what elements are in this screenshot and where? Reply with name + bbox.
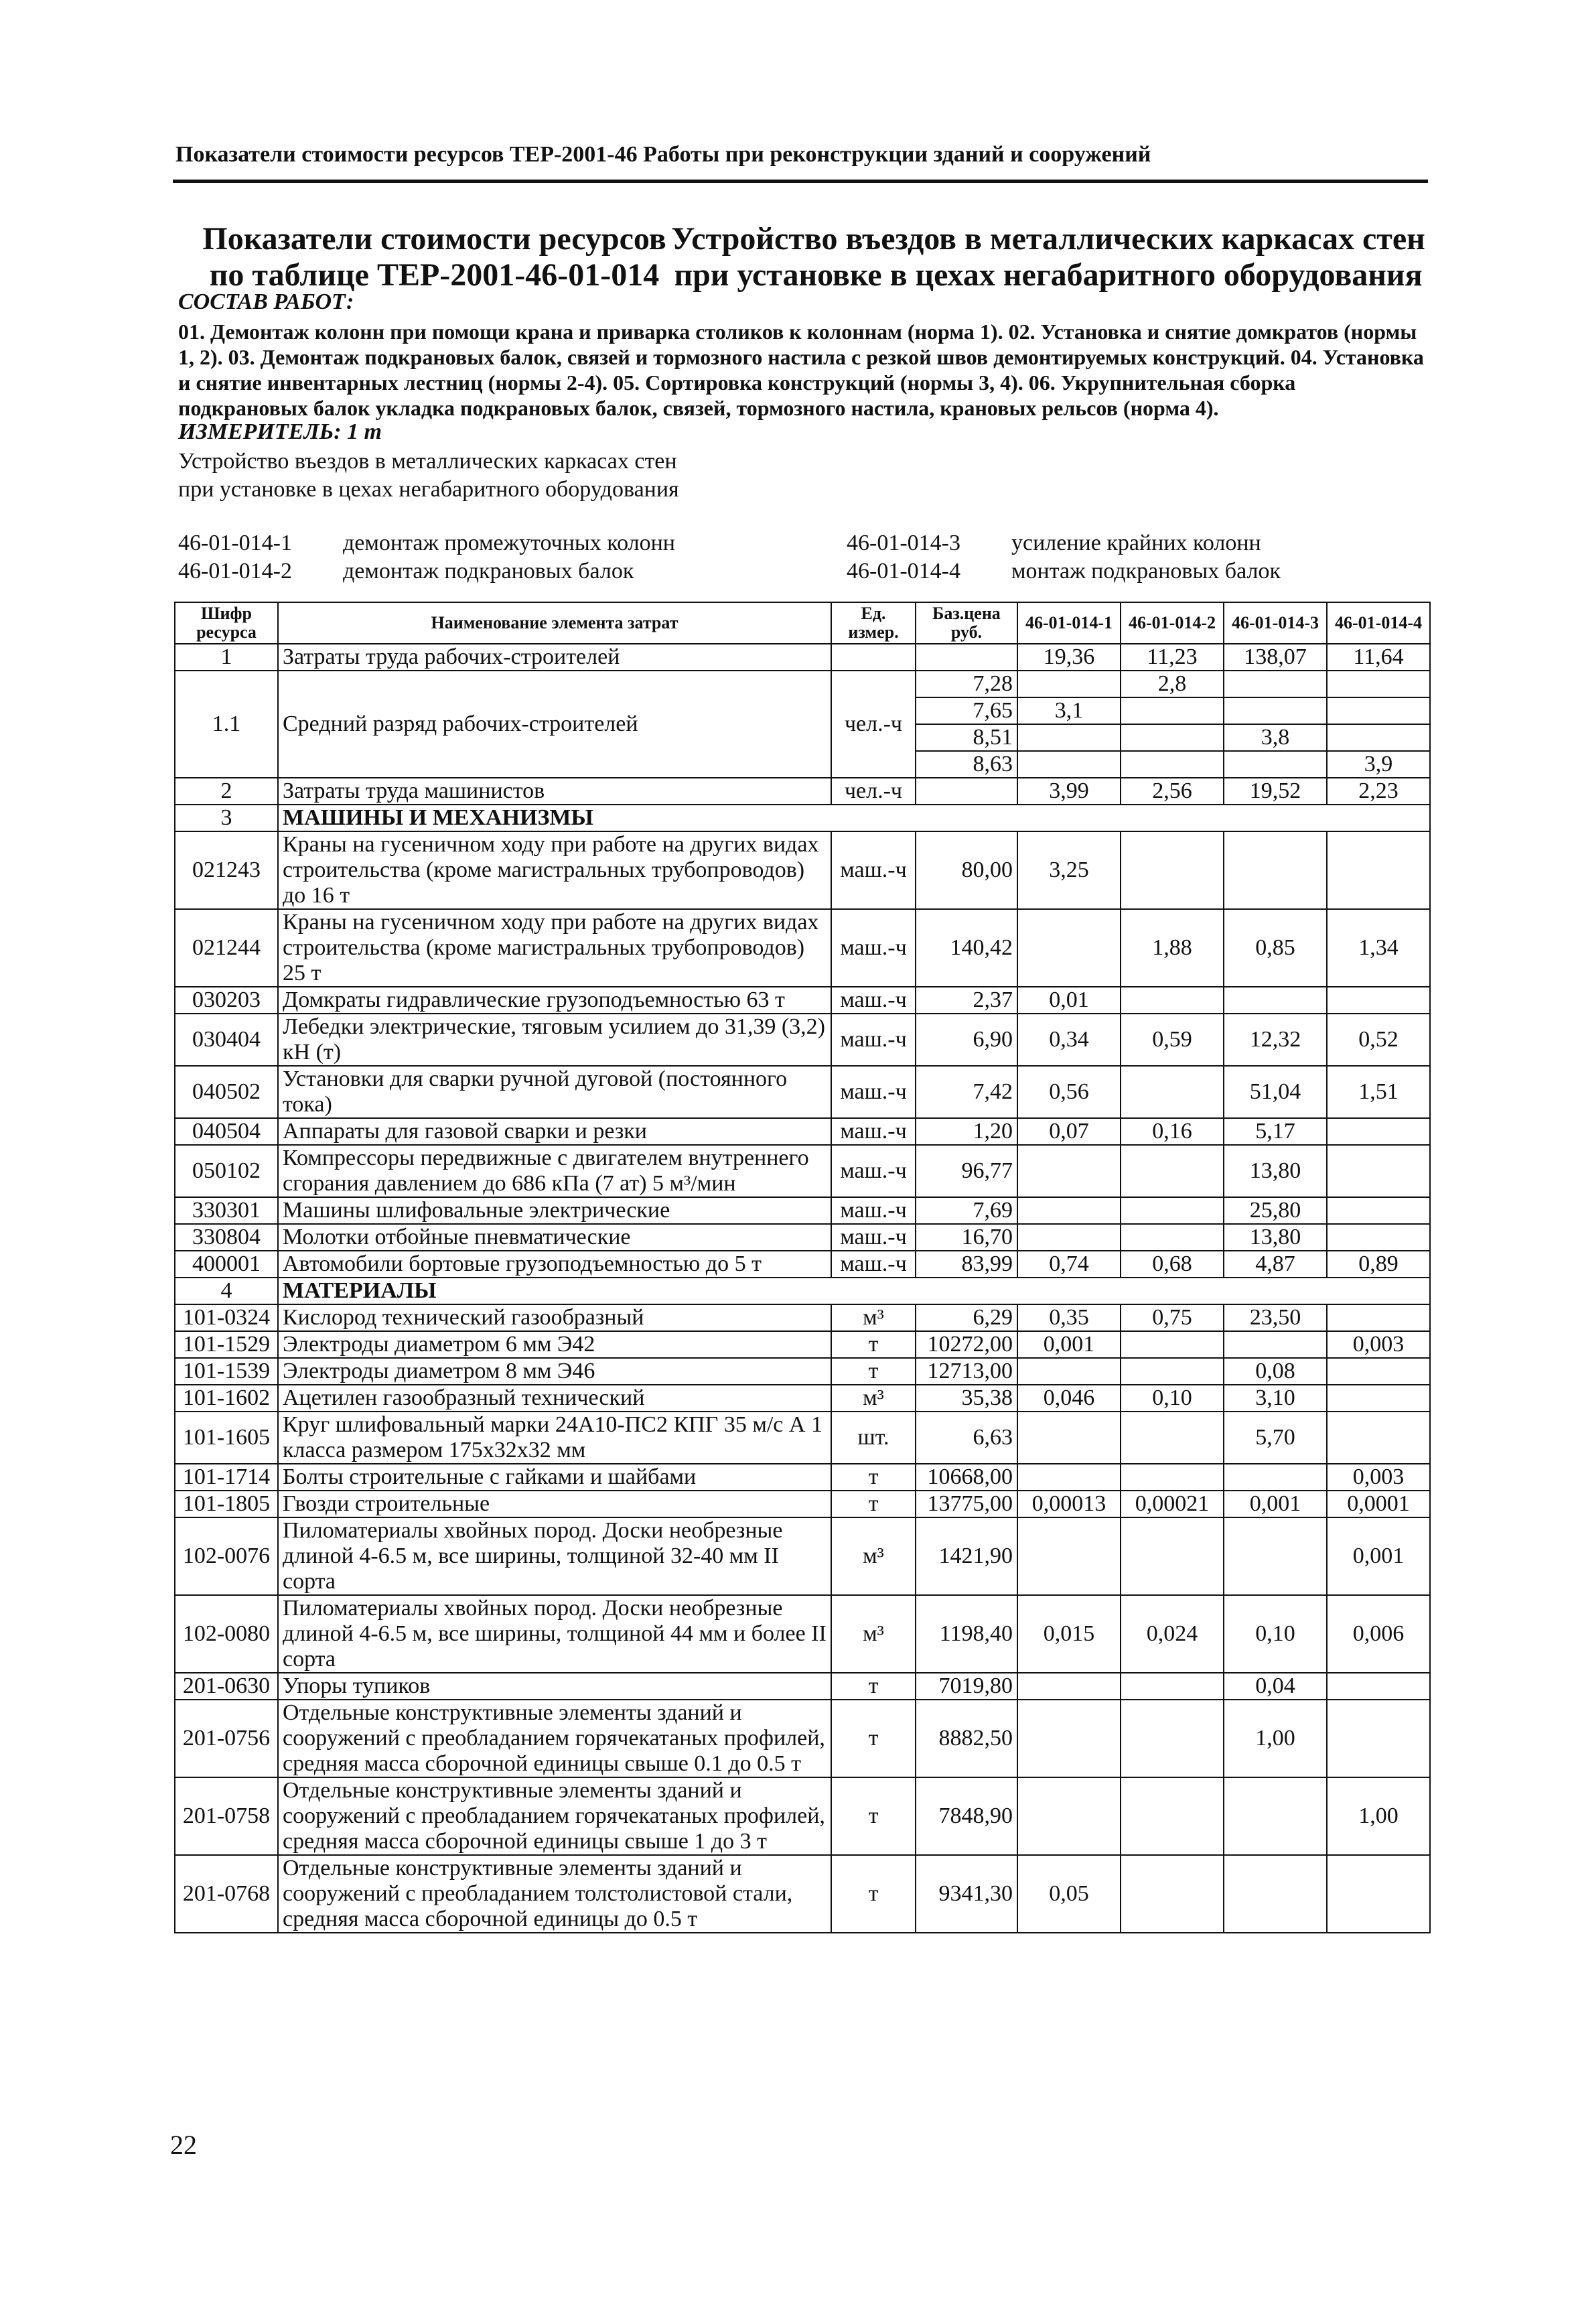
norm-1-cell: [1017, 909, 1121, 987]
price-cell: 7,28: [916, 671, 1017, 697]
norm-3-cell: 25,80: [1224, 1197, 1327, 1224]
table-row: [175, 1197, 1430, 1224]
norm-3-cell: [1224, 671, 1327, 697]
resource-code: 050102: [175, 1145, 278, 1197]
norm-3-cell: [1224, 987, 1327, 1014]
col-header-norm-1: 46-01-014-1: [1017, 602, 1121, 644]
norm-3-cell: 0,10: [1224, 1595, 1327, 1673]
norm-3-cell: [1224, 1517, 1327, 1595]
meter-value: 1 т: [347, 419, 382, 444]
norm-2-cell: [1121, 1331, 1224, 1358]
col-header-norm-2: 46-01-014-2: [1121, 602, 1224, 644]
table-row: [175, 1517, 1430, 1595]
norm-3-cell: 51,04: [1224, 1066, 1327, 1118]
resource-code: 101-1714: [175, 1464, 278, 1491]
norm-2-cell: 0,59: [1121, 1014, 1224, 1066]
norm-1-cell: [1017, 724, 1121, 751]
table-row: [175, 1491, 1430, 1517]
price-cell: 35,38: [916, 1385, 1017, 1412]
table-title: Показатели стоимости ресурсов по таблице ТЕР-2001-46-01-014: [202, 221, 666, 293]
norm-1-cell: [1017, 671, 1121, 697]
resource-code: 3: [175, 805, 278, 831]
norm-1-cell: 19,36: [1017, 644, 1121, 671]
price-cell: 1198,40: [916, 1595, 1017, 1673]
table-row: [175, 1331, 1430, 1358]
norm-3-cell: [1224, 1464, 1327, 1491]
resource-code: 030404: [175, 1014, 278, 1066]
price-cell: 12713,00: [916, 1358, 1017, 1385]
table-row: [175, 644, 1430, 671]
norm-4-cell: [1327, 831, 1430, 909]
code-item: 46-01-014-3: [847, 531, 960, 555]
norm-3-cell: [1224, 1777, 1327, 1855]
norm-3-cell: 4,87: [1224, 1251, 1327, 1278]
table-header-row: [175, 602, 1430, 644]
resource-name: Пиломатериалы хвойных пород. Доски необрезные длиной 4-6.5 м, все ширины, толщиной 44 мм и более II сорта: [278, 1595, 831, 1673]
norm-1-cell: 0,046: [1017, 1385, 1121, 1412]
norm-3-cell: [1224, 1331, 1327, 1358]
norm-3-cell: [1224, 697, 1327, 724]
code-desc: демонтаж подкрановых балок: [343, 559, 634, 584]
norm-4-cell: [1327, 1197, 1430, 1224]
norm-4-cell: 11,64: [1327, 644, 1430, 671]
table-row: [175, 1145, 1430, 1197]
norm-3-cell: 13,80: [1224, 1224, 1327, 1251]
norm-1-cell: [1017, 1412, 1121, 1464]
section-title: МАШИНЫ И МЕХАНИЗМЫ: [278, 805, 1430, 831]
resource-name: Кислород технический газообразный: [278, 1304, 831, 1331]
norm-1-cell: 3,1: [1017, 697, 1121, 724]
resource-name: Электроды диаметром 8 мм Э46: [278, 1358, 831, 1385]
norm-4-cell: [1327, 697, 1430, 724]
norm-4-cell: 0,001: [1327, 1517, 1430, 1595]
norm-2-cell: [1121, 1066, 1224, 1118]
header-rule: [173, 180, 1428, 183]
table-row: [175, 831, 1430, 909]
unit-cell: м³: [831, 1385, 916, 1412]
norm-2-cell: [1121, 1517, 1224, 1595]
resource-code: 021244: [175, 909, 278, 987]
unit-cell: т: [831, 1777, 916, 1855]
code-item: 46-01-014-2: [178, 559, 292, 584]
norm-3-cell: 0,85: [1224, 909, 1327, 987]
table-row: [175, 1118, 1430, 1145]
table-row: [175, 1700, 1430, 1777]
unit-cell: т: [831, 1464, 916, 1491]
unit-cell: маш.-ч: [831, 987, 916, 1014]
norm-2-cell: [1121, 1412, 1224, 1464]
norm-4-cell: 0,52: [1327, 1014, 1430, 1066]
resource-name: Круг шлифовальный марки 24А10-ПС2 КПГ 35 м/с А 1 класса размером 175х32х32 мм: [278, 1412, 831, 1464]
price-cell: 80,00: [916, 831, 1017, 909]
norm-2-cell: 2,56: [1121, 778, 1224, 805]
work-composition-label: СОСТАВ РАБОТ:: [178, 289, 354, 314]
resource-name: Отдельные конструктивные элементы зданий и сооружений с преобладанием горячекатаных профилей, средняя масса сборочной единицы свыше 0.1 до 0.5 т: [278, 1700, 831, 1777]
grade-row: [175, 671, 1430, 697]
norm-1-cell: [1017, 1145, 1121, 1197]
norm-4-cell: [1327, 671, 1430, 697]
norm-4-cell: 1,51: [1327, 1066, 1430, 1118]
table-row: [175, 1777, 1430, 1855]
norm-1-cell: 0,07: [1017, 1118, 1121, 1145]
norm-3-cell: 23,50: [1224, 1304, 1327, 1331]
code-desc: демонтаж промежуточных колонн: [343, 531, 675, 555]
unit-cell: маш.-ч: [831, 1066, 916, 1118]
resource-code: 4: [175, 1278, 278, 1304]
unit-cell: м³: [831, 1304, 916, 1331]
price-cell: 2,37: [916, 987, 1017, 1014]
resource-name: Машины шлифовальные электрические: [278, 1197, 831, 1224]
resource-name: Молотки отбойные пневматические: [278, 1224, 831, 1251]
resource-name: Средний разряд рабочих-строителей: [278, 671, 831, 778]
unit-cell: т: [831, 1491, 916, 1517]
norm-4-cell: [1327, 1224, 1430, 1251]
unit-cell: [831, 644, 916, 671]
norm-1-cell: 3,99: [1017, 778, 1121, 805]
norm-3-cell: 5,70: [1224, 1412, 1327, 1464]
table-row: [175, 1014, 1430, 1066]
resource-name: Электроды диаметром 6 мм Э42: [278, 1331, 831, 1358]
norm-2-cell: 0,10: [1121, 1385, 1224, 1412]
table-row: [175, 909, 1430, 987]
resource-name: Упоры тупиков: [278, 1673, 831, 1700]
resource-name: Отдельные конструктивные элементы зданий и сооружений с преобладанием толстолистовой стали, средняя масса сборочной единицы до 0.5 т: [278, 1855, 831, 1933]
price-cell: 6,63: [916, 1412, 1017, 1464]
price-cell: 10668,00: [916, 1464, 1017, 1491]
norm-2-cell: [1121, 1197, 1224, 1224]
col-header-price: Баз.цена руб.: [916, 602, 1017, 644]
code-desc: монтаж подкрановых балок: [1011, 559, 1281, 584]
resource-name: Затраты труда рабочих-строителей: [278, 644, 831, 671]
work-title: Устройство въездов в металлических каркасах стен при установке в цехах негабаритного оборудования: [671, 221, 1425, 293]
norm-2-cell: [1121, 1358, 1224, 1385]
norm-4-cell: [1327, 1700, 1430, 1777]
table-row: [175, 1412, 1430, 1464]
norm-1-cell: 0,34: [1017, 1014, 1121, 1066]
code-item: 46-01-014-4: [847, 559, 960, 584]
norm-4-cell: 1,00: [1327, 1777, 1430, 1855]
norm-4-cell: 3,9: [1327, 751, 1430, 778]
norm-3-cell: [1224, 751, 1327, 778]
unit-cell: т: [831, 1358, 916, 1385]
norm-1-cell: 3,25: [1017, 831, 1121, 909]
norm-3-cell: 138,07: [1224, 644, 1327, 671]
norm-4-cell: [1327, 1385, 1430, 1412]
resource-code: 102-0080: [175, 1595, 278, 1673]
price-cell: 7019,80: [916, 1673, 1017, 1700]
price-cell: 1421,90: [916, 1517, 1017, 1595]
price-cell: 7848,90: [916, 1777, 1017, 1855]
page-number: 22: [170, 2130, 197, 2160]
col-header-norm-4: 46-01-014-4: [1327, 602, 1430, 644]
resource-code: 330301: [175, 1197, 278, 1224]
norm-4-cell: 0,89: [1327, 1251, 1430, 1278]
price-cell: 140,42: [916, 909, 1017, 987]
resource-code: 400001: [175, 1251, 278, 1278]
norm-4-cell: 0,0001: [1327, 1491, 1430, 1517]
norm-1-cell: [1017, 1224, 1121, 1251]
resource-name: Болты строительные с гайками и шайбами: [278, 1464, 831, 1491]
norm-4-cell: [1327, 724, 1430, 751]
norm-3-cell: 3,10: [1224, 1385, 1327, 1412]
norm-1-cell: 0,05: [1017, 1855, 1121, 1933]
unit-cell: м³: [831, 1517, 916, 1595]
unit-cell: м³: [831, 1595, 916, 1673]
norm-3-cell: 0,08: [1224, 1358, 1327, 1385]
norm-4-cell: 0,003: [1327, 1464, 1430, 1491]
resource-code: 030203: [175, 987, 278, 1014]
resource-name: Аппараты для газовой сварки и резки: [278, 1118, 831, 1145]
code-desc: усиление крайних колонн: [1011, 531, 1261, 555]
price-cell: 8882,50: [916, 1700, 1017, 1777]
unit-cell: маш.-ч: [831, 1145, 916, 1197]
resource-name: Ацетилен газообразный технический: [278, 1385, 831, 1412]
norm-2-cell: [1121, 1777, 1224, 1855]
table-row: [175, 1224, 1430, 1251]
norm-4-cell: [1327, 1412, 1430, 1464]
resource-code: 1.1: [175, 671, 278, 778]
resource-code: 201-0630: [175, 1673, 278, 1700]
norm-4-cell: [1327, 1673, 1430, 1700]
resource-name: Краны на гусеничном ходу при работе на других видах строительства (кроме магистральных трубопроводов) до 16 т: [278, 831, 831, 909]
price-cell: 1,20: [916, 1118, 1017, 1145]
unit-cell: чел.-ч: [831, 778, 916, 805]
norm-1-cell: [1017, 1777, 1121, 1855]
col-header-name: Наименование элемента затрат: [278, 602, 831, 644]
table-row: [175, 778, 1430, 805]
norm-1-cell: 0,56: [1017, 1066, 1121, 1118]
norm-4-cell: 0,003: [1327, 1331, 1430, 1358]
resource-name: Установки для сварки ручной дуговой (постоянного тока): [278, 1066, 831, 1118]
norm-2-cell: [1121, 1145, 1224, 1197]
norm-3-cell: 19,52: [1224, 778, 1327, 805]
table-row: [175, 1855, 1430, 1933]
norm-1-cell: 0,01: [1017, 987, 1121, 1014]
norm-4-cell: 2,23: [1327, 778, 1430, 805]
unit-cell: маш.-ч: [831, 831, 916, 909]
section-title: МАТЕРИАЛЫ: [278, 1278, 1430, 1304]
norm-3-cell: 13,80: [1224, 1145, 1327, 1197]
work-composition-text: 01. Демонтаж колонн при помощи крана и приварка столиков к колоннам (норма 1). 02. Установка и снятие домкратов (нормы 1, 2). 03. Демонтаж подкрановых балок, связей и тормозного настила с резкой швов демонтируемых конструкций. 04. Установка и снятие инвентарных лестниц (нормы 2-4). 05. Сортировка конструкций (нормы 3, 4). 06. Укрупнительная сборка подкрановых балок укладка подкрановых балок, связей, тормозного настила, крановых рельсов (норма 4).: [178, 320, 1424, 420]
section-row: [175, 805, 1430, 831]
norm-2-cell: 2,8: [1121, 671, 1224, 697]
price-cell: 8,63: [916, 751, 1017, 778]
norm-3-cell: [1224, 831, 1327, 909]
price-cell: 7,65: [916, 697, 1017, 724]
norm-2-cell: 0,75: [1121, 1304, 1224, 1331]
running-header: Показатели стоимости ресурсов ТЕР-2001-46 Работы при реконструкции зданий и сооружений: [175, 142, 1151, 167]
unit-cell: т: [831, 1673, 916, 1700]
subsection-description: Устройство въездов в металлических каркасах стен при установке в цехах негабаритного оборудования: [178, 449, 679, 502]
norm-2-cell: 0,00021: [1121, 1491, 1224, 1517]
table-row: [175, 1673, 1430, 1700]
unit-cell: маш.-ч: [831, 1197, 916, 1224]
norm-1-cell: [1017, 1673, 1121, 1700]
unit-cell: т: [831, 1855, 916, 1933]
norm-2-cell: [1121, 987, 1224, 1014]
norm-1-cell: [1017, 751, 1121, 778]
unit-cell: маш.-ч: [831, 1014, 916, 1066]
norm-1-cell: [1017, 1517, 1121, 1595]
code-item: 46-01-014-1: [178, 531, 292, 555]
norm-4-cell: [1327, 987, 1430, 1014]
table-row: [175, 1066, 1430, 1118]
price-cell: 8,51: [916, 724, 1017, 751]
table-row: [175, 1595, 1430, 1673]
price-cell: 6,90: [916, 1014, 1017, 1066]
unit-cell: чел.-ч: [831, 671, 916, 778]
norm-1-cell: [1017, 1358, 1121, 1385]
norm-2-cell: [1121, 1224, 1224, 1251]
table-row: [175, 1304, 1430, 1331]
price-cell: [916, 778, 1017, 805]
unit-cell: т: [831, 1700, 916, 1777]
resource-code: 201-0756: [175, 1700, 278, 1777]
norm-2-cell: 1,88: [1121, 909, 1224, 987]
norm-2-cell: [1121, 724, 1224, 751]
price-cell: 6,29: [916, 1304, 1017, 1331]
norm-1-cell: 0,00013: [1017, 1491, 1121, 1517]
price-cell: [916, 644, 1017, 671]
table-row: [175, 1464, 1430, 1491]
resource-code: 040502: [175, 1066, 278, 1118]
table-row: [175, 1358, 1430, 1385]
unit-cell: маш.-ч: [831, 1251, 916, 1278]
price-cell: 16,70: [916, 1224, 1017, 1251]
unit-cell: шт.: [831, 1412, 916, 1464]
norm-3-cell: 0,04: [1224, 1673, 1327, 1700]
resource-code: 2: [175, 778, 278, 805]
resource-name: Компрессоры передвижные с двигателем внутреннего сгорания давлением до 686 кПа (7 ат) 5 м³/мин: [278, 1145, 831, 1197]
resource-code: 201-0768: [175, 1855, 278, 1933]
norm-3-cell: 0,001: [1224, 1491, 1327, 1517]
norm-4-cell: [1327, 1118, 1430, 1145]
norm-3-cell: 1,00: [1224, 1700, 1327, 1777]
price-cell: 7,42: [916, 1066, 1017, 1118]
resource-code: 101-1539: [175, 1358, 278, 1385]
resource-code: 101-0324: [175, 1304, 278, 1331]
resource-name: Пиломатериалы хвойных пород. Доски необрезные длиной 4-6.5 м, все ширины, толщиной 32-40 мм II сорта: [278, 1517, 831, 1595]
resource-table: [174, 602, 1431, 1933]
norm-3-cell: 5,17: [1224, 1118, 1327, 1145]
norm-1-cell: 0,74: [1017, 1251, 1121, 1278]
norm-1-cell: 0,015: [1017, 1595, 1121, 1673]
resource-code: 101-1602: [175, 1385, 278, 1412]
unit-cell: т: [831, 1331, 916, 1358]
col-header-unit: Ед. измер.: [831, 602, 916, 644]
norm-2-cell: [1121, 1464, 1224, 1491]
resource-name: Гвозди строительные: [278, 1491, 831, 1517]
norm-2-cell: 11,23: [1121, 644, 1224, 671]
resource-code: 040504: [175, 1118, 278, 1145]
resource-name: Отдельные конструктивные элементы зданий и сооружений с преобладанием горячекатаных профилей, средняя масса сборочной единицы свыше 1 до 3 т: [278, 1777, 831, 1855]
norm-1-cell: [1017, 1464, 1121, 1491]
resource-name: Домкраты гидравлические грузоподъемностью 63 т: [278, 987, 831, 1014]
norm-4-cell: [1327, 1304, 1430, 1331]
table-row: [175, 987, 1430, 1014]
norm-2-cell: [1121, 751, 1224, 778]
norm-2-cell: [1121, 697, 1224, 724]
norm-1-cell: [1017, 1700, 1121, 1777]
norm-2-cell: [1121, 1700, 1224, 1777]
section-row: [175, 1278, 1430, 1304]
norm-1-cell: 0,35: [1017, 1304, 1121, 1331]
price-cell: 13775,00: [916, 1491, 1017, 1517]
resource-code: 101-1805: [175, 1491, 278, 1517]
norm-2-cell: 0,16: [1121, 1118, 1224, 1145]
price-cell: 9341,30: [916, 1855, 1017, 1933]
price-cell: 96,77: [916, 1145, 1017, 1197]
meter-line: [178, 419, 382, 445]
norm-4-cell: [1327, 1358, 1430, 1385]
resource-code: 101-1605: [175, 1412, 278, 1464]
norm-1-cell: [1017, 1197, 1121, 1224]
resource-code: 102-0076: [175, 1517, 278, 1595]
meter-label: ИЗМЕРИТЕЛЬ:: [178, 419, 342, 444]
table-row: [175, 1251, 1430, 1278]
table-row: [175, 1385, 1430, 1412]
norm-2-cell: [1121, 831, 1224, 909]
norm-4-cell: 0,006: [1327, 1595, 1430, 1673]
norm-2-cell: 0,024: [1121, 1595, 1224, 1673]
resource-name: Краны на гусеничном ходу при работе на других видах строительства (кроме магистральных трубопроводов) 25 т: [278, 909, 831, 987]
unit-cell: маш.-ч: [831, 1118, 916, 1145]
resource-name: Лебедки электрические, тяговым усилием до 31,39 (3,2) кН (т): [278, 1014, 831, 1066]
price-cell: 83,99: [916, 1251, 1017, 1278]
norm-2-cell: 0,68: [1121, 1251, 1224, 1278]
resource-code: 021243: [175, 831, 278, 909]
norm-2-cell: [1121, 1673, 1224, 1700]
norm-2-cell: [1121, 1855, 1224, 1933]
col-header-code: Шифр ресурса: [175, 602, 278, 644]
unit-cell: маш.-ч: [831, 909, 916, 987]
norm-3-cell: [1224, 1855, 1327, 1933]
norm-4-cell: [1327, 1145, 1430, 1197]
col-header-norm-3: 46-01-014-3: [1224, 602, 1327, 644]
norm-3-cell: 3,8: [1224, 724, 1327, 751]
norm-3-cell: 12,32: [1224, 1014, 1327, 1066]
price-cell: 7,69: [916, 1197, 1017, 1224]
unit-cell: маш.-ч: [831, 1224, 916, 1251]
norm-1-cell: 0,001: [1017, 1331, 1121, 1358]
resource-code: 330804: [175, 1224, 278, 1251]
resource-code: 101-1529: [175, 1331, 278, 1358]
resource-code: 1: [175, 644, 278, 671]
norm-4-cell: 1,34: [1327, 909, 1430, 987]
resource-name: Затраты труда машинистов: [278, 778, 831, 805]
resource-code: 201-0758: [175, 1777, 278, 1855]
price-cell: 10272,00: [916, 1331, 1017, 1358]
resource-name: Автомобили бортовые грузоподъемностью до 5 т: [278, 1251, 831, 1278]
norm-4-cell: [1327, 1855, 1430, 1933]
